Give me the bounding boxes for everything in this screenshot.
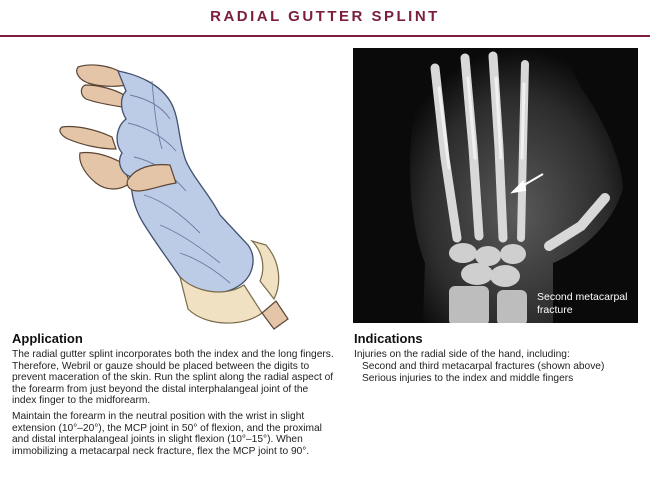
indications-heading: Indications: [354, 331, 423, 346]
application-paragraph-2: Maintain the forearm in the neutral position with the wrist in slight extension (10°–20°), the MCP joint in 50° of flexion, and the proximal and distal interphalangeal joints in slight flexion (10°–15°). When immobilizing a metacarpal neck fracture, flex the MCP joint to 90°.: [12, 411, 322, 457]
list-item: Second and third metacarpal fractures (shown above): [362, 361, 605, 372]
xray-caption: [537, 291, 637, 317]
application-heading: Application: [12, 331, 83, 346]
artist-signature: ~: [278, 323, 282, 329]
list-item: Serious injuries to the index and middle fingers: [362, 372, 574, 384]
indications-list: [362, 361, 647, 384]
splint-illustration: [30, 45, 330, 330]
indications-intro: Injuries on the radial side of the hand, including:: [354, 349, 570, 360]
page-title: RADIAL GUTTER SPLINT: [210, 8, 440, 25]
xray-graphic: [353, 48, 638, 323]
application-paragraph-1: The radial gutter splint incorporates both the index and the long fingers. Therefore, Webril or gauze should be placed between the digits to prevent maceration of the skin. Run the splint along the radial aspect of the forearm from just beyond the distal interphalangeal joint of the index finger to the midforearm.: [12, 349, 334, 407]
forearm-end: [262, 301, 288, 329]
title-divider: [0, 35, 650, 37]
xray-caption-line2: fracture: [537, 304, 573, 316]
xray-caption-line1: Second metacarpal: [537, 291, 628, 303]
xray-image: [353, 48, 638, 323]
